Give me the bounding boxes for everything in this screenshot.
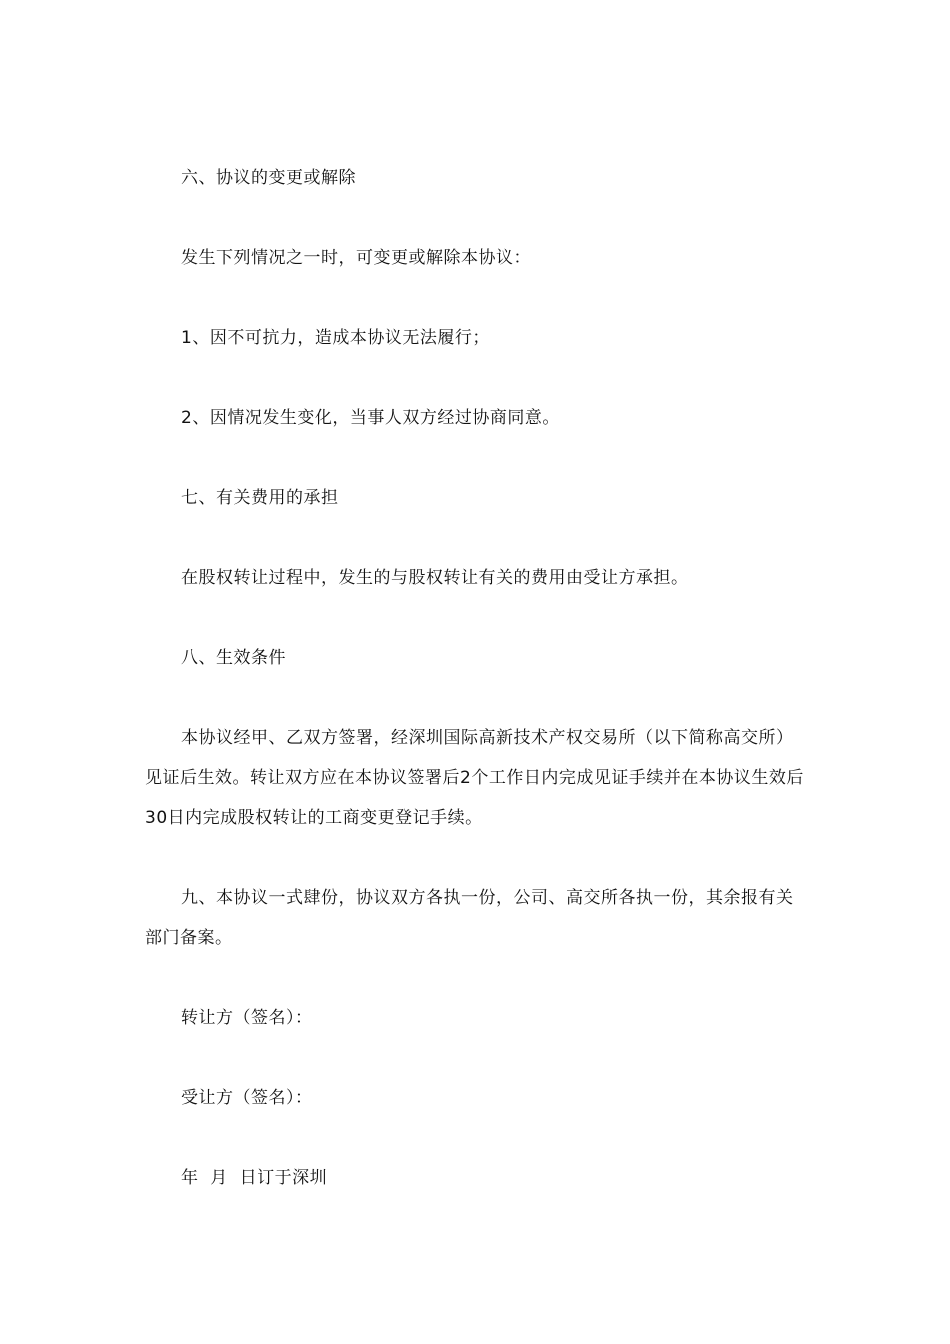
paragraph-effective-conditions: 本协议经甲、乙双方签署，经深圳国际高新技术产权交易所（以下简称高交所）见证后生效。转让双方应在本协议签署后2个工作日内完成见证手续并在本协议生效后30日内完成股权转让的工商变更登记手续。 (145, 728, 804, 828)
section-heading-amendment: 六、协议的变更或解除 (181, 168, 356, 188)
section-heading-effective-conditions: 八、生效条件 (181, 648, 286, 668)
paragraph-copies: 九、本协议一式肆份，协议双方各执一份，公司、高交所各执一份，其余报有关部门备案。 (145, 888, 794, 948)
signing-date-place: 年 月 日订于深圳 (181, 1168, 328, 1188)
signature-transferor: 转让方（签名）： (181, 1008, 313, 1028)
signature-transferee: 受让方（签名）： (181, 1088, 313, 1108)
list-item-force-majeure: 1、因不可抗力，造成本协议无法履行； (181, 328, 490, 348)
section-heading-expenses: 七、有关费用的承担 (181, 488, 339, 508)
paragraph-amendment-intro: 发生下列情况之一时，可变更或解除本协议： (181, 248, 531, 268)
list-item-circumstance-change: 2、因情况发生变化，当事人双方经过协商同意。 (181, 408, 560, 428)
paragraph-expenses: 在股权转让过程中，发生的与股权转让有关的费用由受让方承担。 (181, 568, 689, 588)
